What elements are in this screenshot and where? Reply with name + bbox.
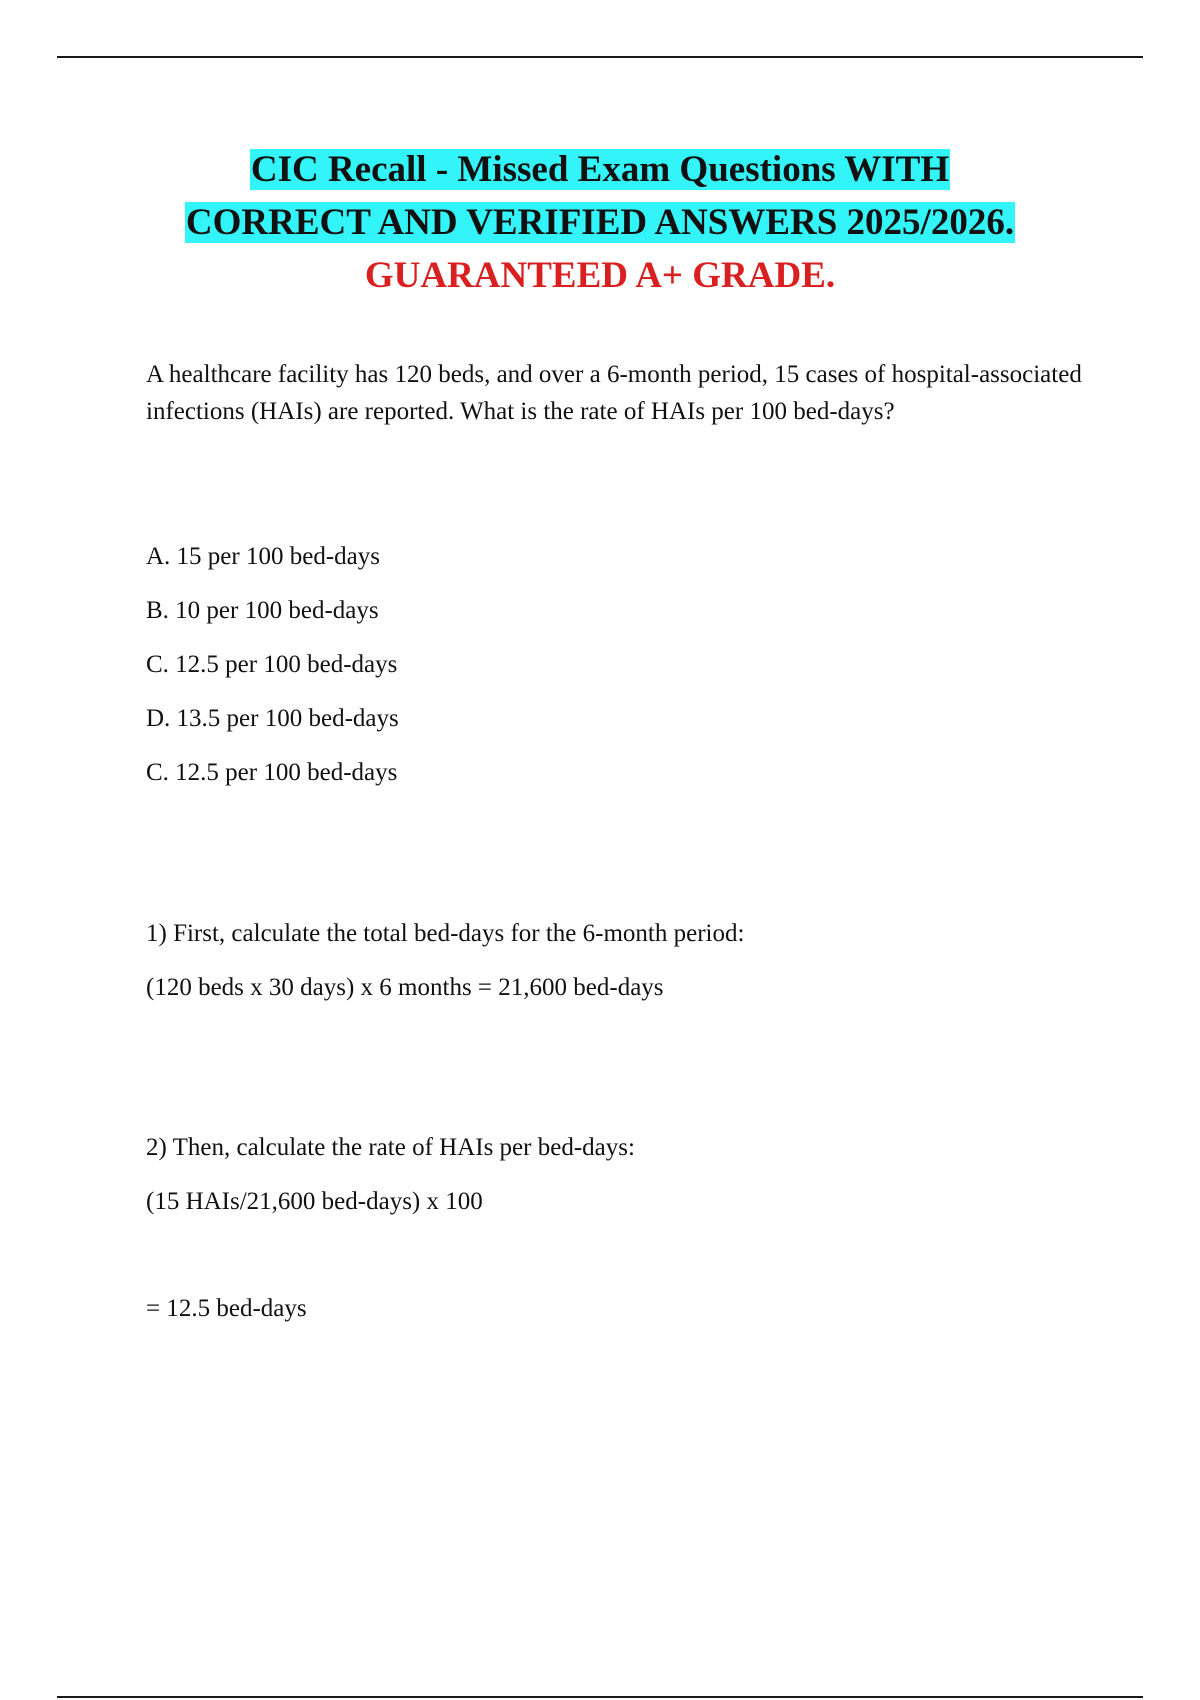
option-c: C. 12.5 per 100 bed-days [146,651,398,678]
step-2-text: 2) Then, calculate the rate of HAIs per bed-days: [146,1134,635,1161]
answer-options [146,538,399,808]
guarantee-line: GUARANTEED A+ GRADE. [364,255,836,296]
step-1-text: 1) First, calculate the total bed-days for the 6-month period: [146,920,745,947]
question-text: A healthcare facility has 120 beds, and over a 6-month period, 15 cases of hospital-associated infections (HAIs) are reported. What is the rate of HAIs per 100 bed-days? [146,361,1082,425]
step-2-calculation: (15 HAIs/21,600 bed-days) x 100 [146,1188,483,1215]
bottom-divider [57,1696,1143,1698]
option-a: A. 15 per 100 bed-days [146,543,380,570]
result-text: = 12.5 bed-days [146,1295,307,1322]
step-1-calculation: (120 beds x 30 days) x 6 months = 21,600 bed-days [146,974,664,1001]
option-d: D. 13.5 per 100 bed-days [146,705,399,732]
title-line-1: CIC Recall - Missed Exam Questions WITH [250,149,950,190]
document-title [0,143,1200,302]
top-divider [57,56,1143,58]
correct-answer: C. 12.5 per 100 bed-days [146,759,398,786]
option-b: B. 10 per 100 bed-days [146,597,379,624]
title-line-2: CORRECT AND VERIFIED ANSWERS 2025/2026. [185,202,1015,243]
